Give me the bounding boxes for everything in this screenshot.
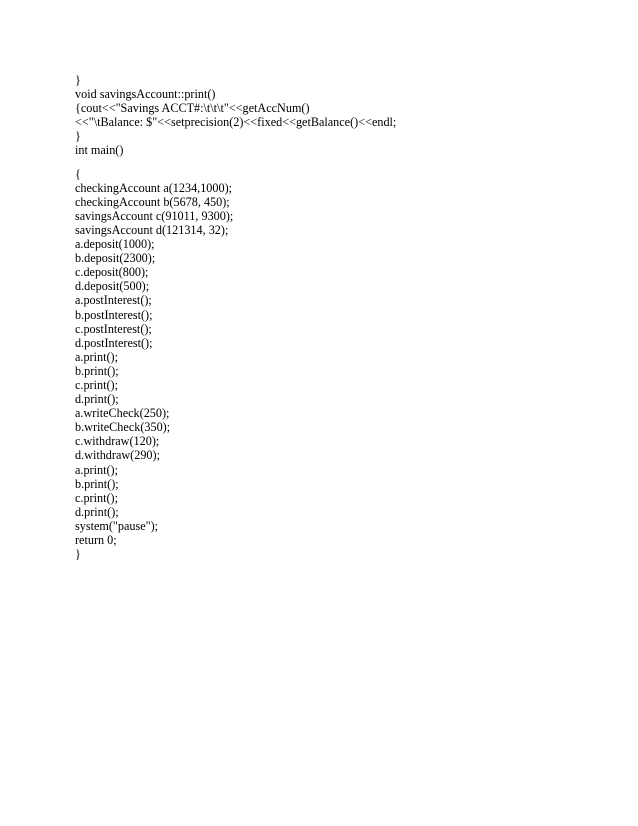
code-line: c.deposit(800); — [75, 265, 149, 280]
code-line: checkingAccount a(1234,1000); — [75, 180, 233, 195]
code-line: savingsAccount c(91011, 9300); — [75, 208, 234, 223]
code-line: {cout<<"Savings ACCT#:\t\t\t"<<getAccNum() — [75, 101, 310, 116]
code-line: c.withdraw(120); — [75, 434, 160, 449]
code-line: c.postInterest(); — [75, 321, 152, 336]
code-line: } — [75, 547, 81, 562]
code-line: b.writeCheck(350); — [75, 420, 171, 435]
code-line: a.print(); — [75, 349, 118, 364]
code-line: d.print(); — [75, 504, 119, 519]
code-line: } — [75, 129, 81, 144]
code-line: { — [75, 166, 81, 181]
code-line: void savingsAccount::print() — [75, 87, 216, 102]
code-line: } — [75, 73, 81, 87]
code-line: a.deposit(1000); — [75, 237, 155, 252]
code-line: c.print(); — [75, 490, 118, 505]
code-line: a.postInterest(); — [75, 293, 152, 308]
code-line: system("pause"); — [75, 518, 159, 533]
code-line: checkingAccount b(5678, 450); — [75, 194, 230, 209]
code-line: return 0; — [75, 533, 117, 547]
code-line: c.print(); — [75, 377, 118, 392]
code-line: a.print(); — [75, 462, 118, 477]
code-line: b.postInterest(); — [75, 307, 153, 322]
code-line: d.withdraw(290); — [75, 448, 160, 463]
code-line: b.deposit(2300); — [75, 251, 156, 266]
code-line: d.postInterest(); — [75, 335, 153, 350]
blank-line — [75, 158, 575, 167]
code-line: b.print(); — [75, 476, 119, 491]
code-line: d.deposit(500); — [75, 279, 150, 294]
code-line: a.writeCheck(250); — [75, 406, 170, 421]
code-line: b.print(); — [75, 363, 119, 378]
code-listing — [75, 73, 575, 561]
code-line: <<"\tBalance: $"<<setprecision(2)<<fixed<<getBalance()<<endl; — [75, 115, 397, 130]
code-line: int main() — [75, 143, 124, 158]
code-line: d.print(); — [75, 392, 119, 407]
code-line: savingsAccount d(121314, 32); — [75, 222, 229, 237]
